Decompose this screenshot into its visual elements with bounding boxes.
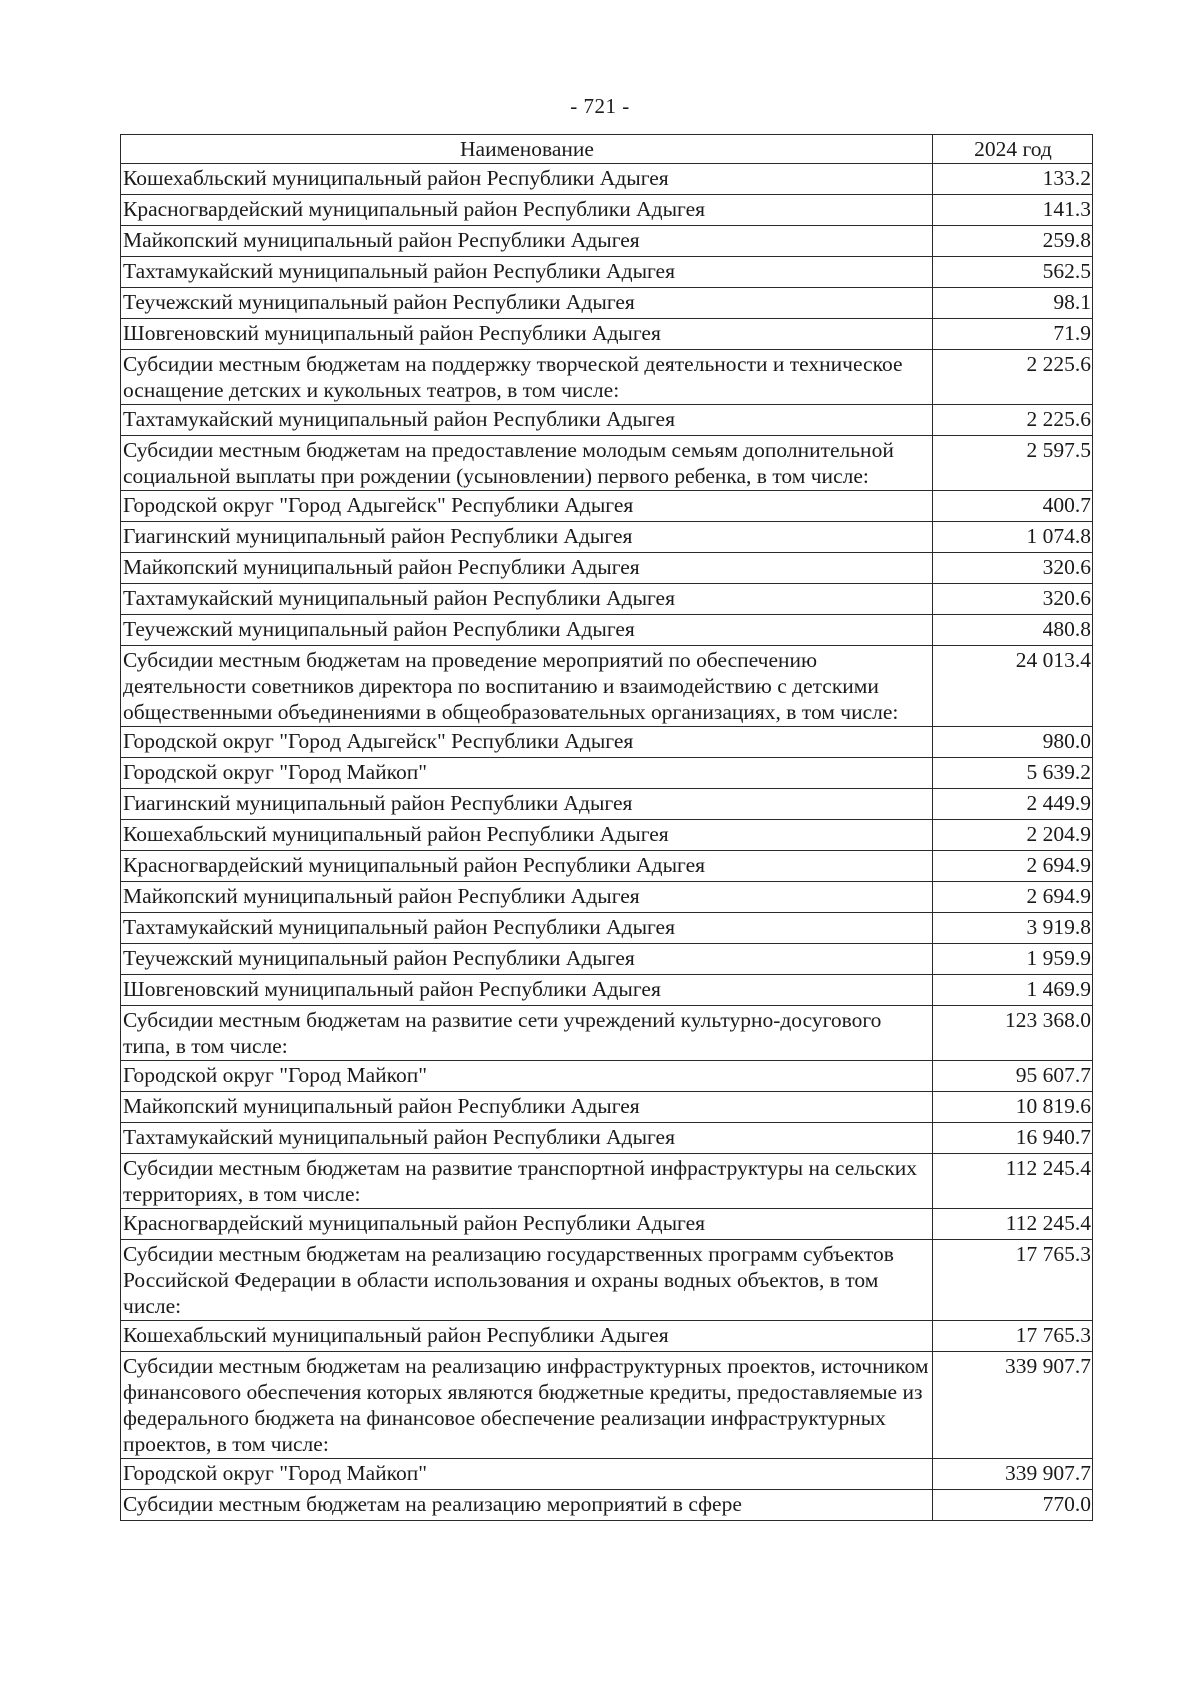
row-name: Майкопский муниципальный район Республики Адыгея <box>121 882 933 913</box>
row-name: Городской округ "Город Адыгейск" Республики Адыгея <box>121 727 933 758</box>
row-value: 320.6 <box>933 553 1093 584</box>
row-value: 17 765.3 <box>933 1240 1093 1321</box>
table-row <box>121 851 1093 882</box>
row-value: 480.8 <box>933 615 1093 646</box>
table-row <box>121 1061 1093 1092</box>
row-name: Субсидии местным бюджетам на реализацию инфраструктурных проектов, источником финансового обеспечения которых являются бюджетные кредиты, предоставляемые из федерального бюджета на финансовое обеспечение реализации инфраструктурных проектов, в том числе: <box>121 1352 933 1459</box>
row-name: Майкопский муниципальный район Республики Адыгея <box>121 553 933 584</box>
row-name: Тахтамукайский муниципальный район Республики Адыгея <box>121 1123 933 1154</box>
row-value: 2 225.6 <box>933 405 1093 436</box>
table-row <box>121 164 1093 195</box>
table-row <box>121 226 1093 257</box>
row-name: Кошехабльский муниципальный район Республики Адыгея <box>121 820 933 851</box>
row-value: 2 694.9 <box>933 882 1093 913</box>
row-name: Субсидии местным бюджетам на предоставление молодым семьям дополнительной социальной выплаты при рождении (усыновлении) первого ребенка, в том числе: <box>121 436 933 491</box>
row-name: Тахтамукайский муниципальный район Республики Адыгея <box>121 257 933 288</box>
row-value: 98.1 <box>933 288 1093 319</box>
row-value: 1 959.9 <box>933 944 1093 975</box>
row-name: Городской округ "Город Майкоп" <box>121 1061 933 1092</box>
row-value: 17 765.3 <box>933 1321 1093 1352</box>
row-name: Гиагинский муниципальный район Республики Адыгея <box>121 522 933 553</box>
row-value: 5 639.2 <box>933 758 1093 789</box>
row-value: 2 225.6 <box>933 350 1093 405</box>
table-row <box>121 615 1093 646</box>
row-name: Кошехабльский муниципальный район Республики Адыгея <box>121 164 933 195</box>
row-value: 320.6 <box>933 584 1093 615</box>
column-header-name: Наименование <box>121 135 933 164</box>
row-value: 112 245.4 <box>933 1154 1093 1209</box>
table-row <box>121 195 1093 226</box>
row-value: 133.2 <box>933 164 1093 195</box>
table-row <box>121 789 1093 820</box>
row-value: 2 449.9 <box>933 789 1093 820</box>
table-row <box>121 913 1093 944</box>
table-row <box>121 1490 1093 1521</box>
row-name: Субсидии местным бюджетам на развитие сети учреждений культурно-досугового типа, в том числе: <box>121 1006 933 1061</box>
row-name: Субсидии местным бюджетам на поддержку творческой деятельности и техническое оснащение детских и кукольных театров, в том числе: <box>121 350 933 405</box>
row-name: Гиагинский муниципальный район Республики Адыгея <box>121 789 933 820</box>
row-value: 3 919.8 <box>933 913 1093 944</box>
row-value: 16 940.7 <box>933 1123 1093 1154</box>
row-value: 24 013.4 <box>933 646 1093 727</box>
row-value: 562.5 <box>933 257 1093 288</box>
row-name: Шовгеновский муниципальный район Республики Адыгея <box>121 975 933 1006</box>
table-header-row <box>121 135 1093 164</box>
row-value: 339 907.7 <box>933 1352 1093 1459</box>
row-value: 2 597.5 <box>933 436 1093 491</box>
row-name: Субсидии местным бюджетам на реализацию государственных программ субъектов Российской Федерации в области использования и охраны водных объектов, в том числе: <box>121 1240 933 1321</box>
table-row <box>121 1240 1093 1321</box>
table-row <box>121 944 1093 975</box>
row-value: 95 607.7 <box>933 1061 1093 1092</box>
table-row <box>121 1092 1093 1123</box>
row-name: Тахтамукайский муниципальный район Республики Адыгея <box>121 913 933 944</box>
table-row <box>121 436 1093 491</box>
row-value: 1 469.9 <box>933 975 1093 1006</box>
budget-table <box>120 134 1093 1521</box>
table-row <box>121 882 1093 913</box>
row-name: Красногвардейский муниципальный район Республики Адыгея <box>121 851 933 882</box>
table-row <box>121 522 1093 553</box>
table-body <box>121 164 1093 1521</box>
row-name: Теучежский муниципальный район Республики Адыгея <box>121 288 933 319</box>
column-header-year: 2024 год <box>933 135 1093 164</box>
row-value: 980.0 <box>933 727 1093 758</box>
row-name: Тахтамукайский муниципальный район Республики Адыгея <box>121 405 933 436</box>
row-value: 339 907.7 <box>933 1459 1093 1490</box>
table-row <box>121 350 1093 405</box>
row-value: 112 245.4 <box>933 1209 1093 1240</box>
row-value: 2 694.9 <box>933 851 1093 882</box>
row-name: Красногвардейский муниципальный район Республики Адыгея <box>121 1209 933 1240</box>
table-row <box>121 1459 1093 1490</box>
table-row <box>121 1123 1093 1154</box>
row-name: Красногвардейский муниципальный район Республики Адыгея <box>121 195 933 226</box>
table-row <box>121 1352 1093 1459</box>
table-row <box>121 491 1093 522</box>
table-row <box>121 1321 1093 1352</box>
row-name: Майкопский муниципальный район Республики Адыгея <box>121 226 933 257</box>
row-name: Городской округ "Город Адыгейск" Республики Адыгея <box>121 491 933 522</box>
row-value: 259.8 <box>933 226 1093 257</box>
table-row <box>121 405 1093 436</box>
row-name: Субсидии местным бюджетам на реализацию мероприятий в сфере <box>121 1490 933 1521</box>
row-name: Городской округ "Город Майкоп" <box>121 758 933 789</box>
row-value: 400.7 <box>933 491 1093 522</box>
page-number: - 721 - <box>570 94 630 118</box>
table-row <box>121 288 1093 319</box>
table-row <box>121 727 1093 758</box>
row-name: Майкопский муниципальный район Республики Адыгея <box>121 1092 933 1123</box>
row-value: 123 368.0 <box>933 1006 1093 1061</box>
row-name: Кошехабльский муниципальный район Республики Адыгея <box>121 1321 933 1352</box>
table-row <box>121 553 1093 584</box>
row-name: Теучежский муниципальный район Республики Адыгея <box>121 615 933 646</box>
table-row <box>121 975 1093 1006</box>
row-value: 71.9 <box>933 319 1093 350</box>
table-row <box>121 584 1093 615</box>
row-name: Теучежский муниципальный район Республики Адыгея <box>121 944 933 975</box>
table-row <box>121 646 1093 727</box>
row-name: Шовгеновский муниципальный район Республики Адыгея <box>121 319 933 350</box>
row-name: Субсидии местным бюджетам на развитие транспортной инфраструктуры на сельских территориях, в том числе: <box>121 1154 933 1209</box>
row-value: 770.0 <box>933 1490 1093 1521</box>
table-row <box>121 1209 1093 1240</box>
table-row <box>121 820 1093 851</box>
row-name: Субсидии местным бюджетам на проведение мероприятий по обеспечению деятельности советников директора по воспитанию и взаимодействию с детскими общественными объединениями в общеобразовательных организациях, в том числе: <box>121 646 933 727</box>
row-name: Городской округ "Город Майкоп" <box>121 1459 933 1490</box>
row-value: 1 074.8 <box>933 522 1093 553</box>
table-row <box>121 319 1093 350</box>
table-row <box>121 1006 1093 1061</box>
row-value: 10 819.6 <box>933 1092 1093 1123</box>
row-value: 2 204.9 <box>933 820 1093 851</box>
table-row <box>121 758 1093 789</box>
table-row <box>121 1154 1093 1209</box>
row-value: 141.3 <box>933 195 1093 226</box>
row-name: Тахтамукайский муниципальный район Республики Адыгея <box>121 584 933 615</box>
table-row <box>121 257 1093 288</box>
